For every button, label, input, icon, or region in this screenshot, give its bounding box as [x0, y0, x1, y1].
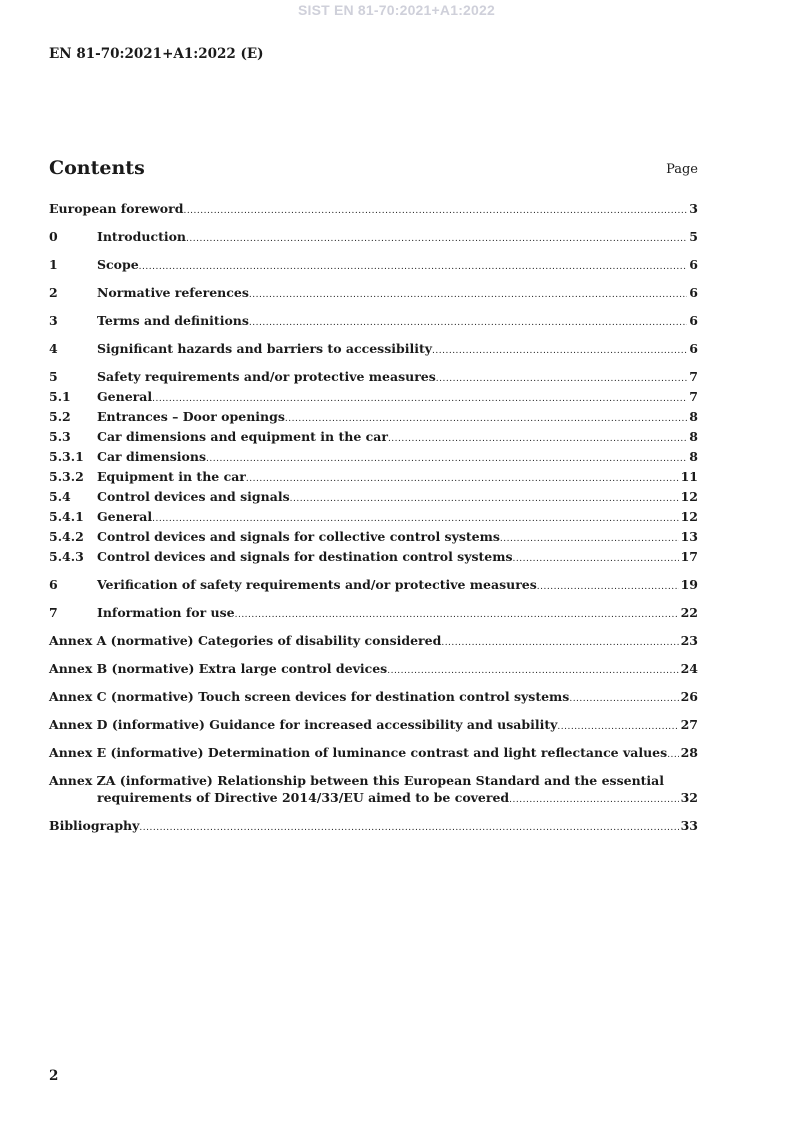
toc-entry-title-continued: requirements of Directive 2014/33/EU aimed to be covered: [97, 790, 510, 805]
toc-entry-number: 7: [49, 605, 58, 620]
toc-entry-page: 7: [689, 389, 698, 404]
toc-entry-page: 26: [680, 689, 698, 704]
toc-entry-annex-za[interactable]: [49, 772, 698, 809]
toc-entry-page: 3: [689, 201, 698, 216]
dot-leader: [509, 792, 678, 809]
toc-entry-title: Information for use: [97, 605, 235, 620]
dot-leader: [246, 471, 679, 488]
toc-entry-5-4-2[interactable]: [49, 528, 698, 548]
toc-entry-number: 5.4.2: [49, 529, 84, 544]
toc-entry-5[interactable]: [49, 368, 698, 388]
toc-entry-number: 6: [49, 577, 58, 592]
toc-entry-title: Introduction: [97, 229, 187, 244]
toc-entry-number: 4: [49, 341, 58, 356]
toc-entry-title: Significant hazards and barriers to accessibility: [97, 341, 433, 356]
dot-leader: [441, 635, 678, 652]
toc-entry-page: 22: [680, 605, 698, 620]
dot-leader: [186, 231, 687, 248]
toc-entry-page: 23: [680, 633, 698, 648]
toc-entry-3[interactable]: [49, 312, 698, 332]
toc-entry-title: Scope: [97, 257, 139, 272]
toc-entry-page: 5: [689, 229, 698, 244]
toc-entry-5-4-1[interactable]: [49, 508, 698, 528]
toc-entry-title: Car dimensions: [97, 449, 206, 464]
toc-entry-title: General: [97, 389, 153, 404]
toc-entry-page: 28: [680, 745, 698, 760]
toc-entry-title: Safety requirements and/or protective measures: [97, 369, 436, 384]
toc-entry-number: 5.3.1: [49, 449, 84, 464]
toc-entry-5-4[interactable]: [49, 488, 698, 508]
toc-entry-page: 6: [689, 257, 698, 272]
dot-leader: [290, 491, 679, 508]
dot-leader: [537, 579, 679, 596]
dot-leader: [139, 820, 678, 837]
toc-entry-title: Car dimensions and equipment in the car: [97, 429, 388, 444]
contents-title: Contents: [49, 157, 145, 179]
toc-entry-bibliography[interactable]: [49, 817, 698, 837]
dot-leader: [285, 411, 687, 428]
toc-entry-title: Annex ZA (informative) Relationship between this European Standard and the essential: [49, 773, 665, 788]
toc-entry-page: 6: [689, 285, 698, 300]
toc-entry-5-2[interactable]: [49, 408, 698, 428]
toc-entry-title: Terms and definitions: [97, 313, 249, 328]
toc-entry-page: 24: [680, 661, 698, 676]
toc-entry-page: 6: [689, 313, 698, 328]
toc-entry-page: 8: [689, 449, 698, 464]
toc-entry-page: 8: [689, 409, 698, 424]
toc-entry-number: 5.4.1: [49, 509, 84, 524]
toc-entry-title: Annex D (informative) Guidance for increased accessibility and usability: [49, 717, 558, 732]
toc-entry-annex-a[interactable]: [49, 632, 698, 652]
toc-entry-number: 5.4: [49, 489, 71, 504]
toc-entry-5-3-2[interactable]: [49, 468, 698, 488]
toc-entry-page: 11: [680, 469, 698, 484]
toc-entry-page: 7: [689, 369, 698, 384]
toc-entry-title: Control devices and signals for destination control systems: [97, 549, 513, 564]
toc-entry-number: 5.3: [49, 429, 71, 444]
toc-entry-title: Annex E (informative) Determination of luminance contrast and light reflectance values: [49, 745, 668, 760]
toc-entry-page: 13: [680, 529, 698, 544]
dot-leader: [139, 259, 688, 276]
toc-entry-annex-b[interactable]: [49, 660, 698, 680]
toc-entry-5-3-1[interactable]: [49, 448, 698, 468]
dot-leader: [432, 343, 687, 360]
toc-entry-title: Bibliography: [49, 818, 140, 833]
toc-entry-6[interactable]: [49, 576, 698, 596]
dot-leader: [387, 663, 678, 680]
toc-entry-number: 0: [49, 229, 58, 244]
toc-entry-page: 32: [680, 790, 698, 805]
page-number: 2: [49, 1068, 59, 1084]
watermark: SIST EN 81-70:2021+A1:2022: [297, 2, 496, 18]
toc-entry-page: 8: [689, 429, 698, 444]
toc-entry-5-3[interactable]: [49, 428, 698, 448]
toc-entry-title: Annex C (normative) Touch screen devices for destination control systems: [49, 689, 570, 704]
dot-leader: [249, 315, 687, 332]
toc-entry-number: 5.1: [49, 389, 71, 404]
toc-entry-annex-d[interactable]: [49, 716, 698, 736]
toc-entry-5-4-3[interactable]: [49, 548, 698, 568]
document-id: EN 81-70:2021+A1:2022 (E): [49, 46, 264, 62]
toc-entry-page: 27: [680, 717, 698, 732]
toc-entry-page: 17: [680, 549, 698, 564]
page-column-label: Page: [666, 162, 698, 177]
toc-entry-annex-e[interactable]: [49, 744, 698, 764]
dot-leader: [152, 511, 678, 528]
toc-entry-annex-c[interactable]: [49, 688, 698, 708]
table-of-contents: [49, 200, 698, 837]
toc-entry-0[interactable]: [49, 228, 698, 248]
toc-entry-title: Equipment in the car: [97, 469, 246, 484]
toc-entry-title: Control devices and signals: [97, 489, 290, 504]
dot-leader: [500, 531, 679, 548]
toc-entry-title: Verification of safety requirements and/or protective measures: [97, 577, 537, 592]
toc-entry-title: Normative references: [97, 285, 249, 300]
toc-entry-page: 19: [680, 577, 698, 592]
dot-leader: [183, 203, 687, 220]
toc-entry-number: 3: [49, 313, 58, 328]
dot-leader: [569, 691, 678, 708]
dot-leader: [152, 391, 687, 408]
toc-entry-title: General: [97, 509, 153, 524]
toc-entry-number: 2: [49, 285, 58, 300]
dot-leader: [436, 371, 688, 388]
toc-entry-title: Annex A (normative) Categories of disability considered: [49, 633, 442, 648]
dot-leader: [388, 431, 687, 448]
toc-entry-title: Control devices and signals for collective control systems: [97, 529, 500, 544]
toc-entry-number: 5.3.2: [49, 469, 84, 484]
toc-entry-page: 6: [689, 341, 698, 356]
toc-entry-title: Annex B (normative) Extra large control devices: [49, 661, 388, 676]
dot-leader: [513, 551, 679, 568]
toc-entry-2[interactable]: [49, 284, 698, 304]
toc-entry-number: 1: [49, 257, 58, 272]
dot-leader: [557, 719, 678, 736]
toc-entry-number: 5.4.3: [49, 549, 84, 564]
toc-entry-european-foreword[interactable]: [49, 200, 698, 220]
toc-entry-5-1[interactable]: [49, 388, 698, 408]
toc-entry-title: Entrances – Door openings: [97, 409, 285, 424]
toc-entry-7[interactable]: [49, 604, 698, 624]
dot-leader: [667, 747, 678, 764]
toc-entry-page: 12: [680, 489, 698, 504]
toc-entry-number: 5.2: [49, 409, 71, 424]
toc-entry-title: European foreword: [49, 201, 184, 216]
toc-entry-number: 5: [49, 369, 58, 384]
toc-entry-1[interactable]: [49, 256, 698, 276]
dot-leader: [235, 607, 679, 624]
toc-entry-page: 12: [680, 509, 698, 524]
dot-leader: [249, 287, 687, 304]
dot-leader: [206, 451, 687, 468]
toc-entry-4[interactable]: [49, 340, 698, 360]
toc-entry-page: 33: [680, 818, 698, 833]
